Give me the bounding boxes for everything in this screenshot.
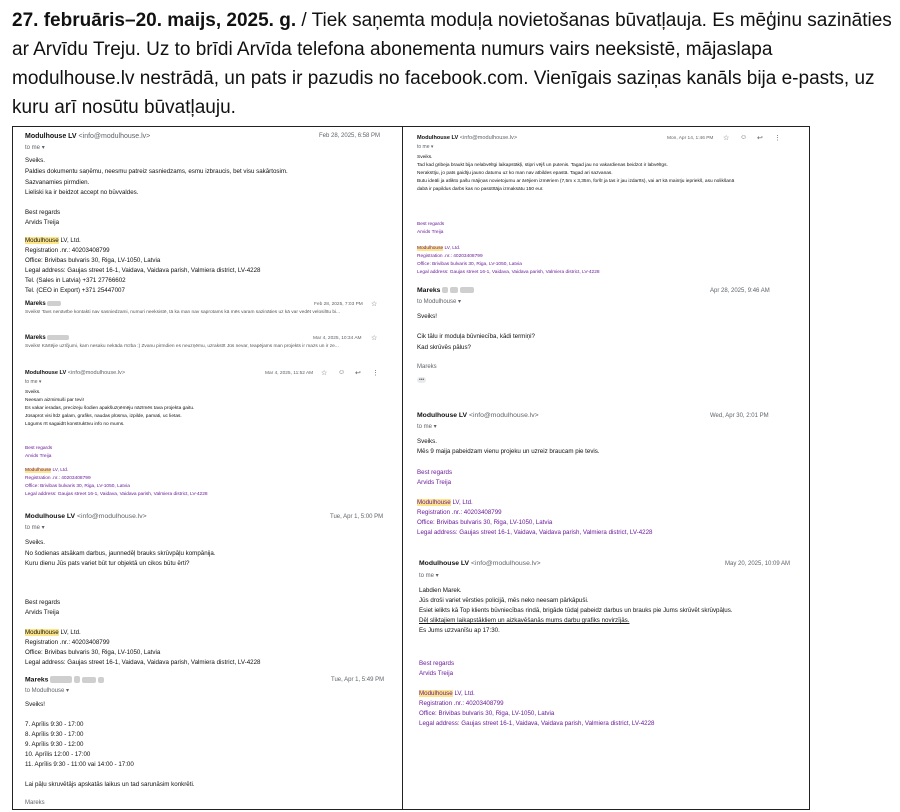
signature-best: Best regards [25,209,61,216]
signature-office: Office: Brivibas bulvaris 30, Riga, LV-1050, Latvia [25,484,130,489]
email-body-line: 9. Aprīlis 9:30 - 12:00 [25,741,84,748]
signature-registration: Registration .nr.: 40203408799 [417,254,483,259]
sender-name[interactable]: Modulhouse LV [417,412,468,419]
email-date: Wed, Apr 30, 2:01 PM [710,413,769,419]
sender-email: <info@modulhouse.lv> [76,513,147,520]
signature-name: Mareks [417,364,437,370]
recipient-dropdown[interactable]: to me ▾ [25,525,45,531]
redacted-surname [47,301,61,306]
recipient-dropdown[interactable]: to me ▾ [25,379,42,385]
signature-registration: Registration .nr.: 40203408799 [25,639,110,646]
star-icon[interactable]: ☆ [723,135,730,142]
intro-text: / Tiek saņemta moduļa novietošanas būvatļauja. Es mēģinu sazināties ar Arvīdu Treju. Uz to brīdi Arvīda telefona abonementa numurs vairs neeksistē, mājaslapa modulhouse.lv nestrādā, un pats ir pazudis no facebook.com. Vienīgais saziņas kanāls bija e-pasts, uz kuru arī nosūtu būvatļauju. [12,10,892,118]
email-snippet: Sveiks! Kārtējie uzīčjumi, kam nesaku nekāda rīcība :) Zvanu pirmdien es neuzņēmu, uzrakstīt Jūs nevar, teapējams man projekts ir mazs un ir ze... [25,344,339,349]
email-column-right [402,127,809,810]
star-icon[interactable]: ☆ [321,370,328,377]
email-body-line: Es vakar ieradas, precizeju šodien apakšuzņēmēju nāzīmēs tava projekta gaitu. [25,406,195,411]
signature-company: Modulhouse LV, Ltd. [25,468,69,473]
email-body-line: dabā ir papildus darbs kas no pasūtītāja izmaksātu 150 eur. [417,187,544,192]
signature-office: Office: Brivibas bulvaris 30, Riga, LV-1050, Latvia [419,710,555,717]
signature-name: Arvids Treija [417,230,444,235]
sender-email: <info@modulhouse.lv> [470,560,541,567]
email-date: Mon, Apr 14, 1:46 PM [667,136,714,141]
email-date: Feb 28, 2025, 7:03 PM [314,302,363,307]
signature-company: Modulhouse LV, Ltd. [25,237,81,244]
redacted-surname [442,287,448,293]
email-date: Apr 28, 2025, 9:46 AM [710,288,770,294]
signature-company: Modulhouse LV, Ltd. [419,690,475,697]
signature-name: Arvids Treija [25,454,52,459]
signature-office: Office: Brivibas bulvaris 30, Riga, LV-1050, Latvia [25,257,161,264]
reply-icon[interactable]: ↩ [355,370,361,377]
email-body-line: Sveiks. [417,438,437,445]
star-icon[interactable]: ☆ [371,301,378,308]
email-body-line: 7. Aprīlis 9:30 - 17:00 [25,721,84,728]
show-trimmed-content-button[interactable]: ••• [419,377,425,383]
signature-name: Mareks [25,800,45,806]
sender-name[interactable]: Modulhouse LV [25,133,77,140]
email-body-line: Sveiks! [25,701,45,708]
sender-name: Mareks [25,301,46,308]
redacted-surname [47,335,69,340]
sender-email: <info@modulhouse.lv> [78,133,151,140]
email-body-line: Sveiks. [25,539,45,546]
star-icon[interactable]: ☆ [371,335,378,342]
email-body-line: Nerakstīju, jo pats gaidīju jauno datumu uz ko man nav atbildes epastā. Tagad ari sazvanas. [417,171,613,176]
sender-email: <info@modulhouse.lv> [459,135,518,141]
sender-name[interactable]: Modulhouse LV [25,513,76,520]
redacted-mark [98,677,104,683]
email-body-line: Jūsaprot visi līdz galam, grafiks, naudas plūsma, izpilde, pamati, uc lietas. [25,414,182,419]
email-body-line: Neesam aizmirsuši par tevi! [25,398,84,403]
more-vert-icon[interactable]: ⋮ [774,135,781,142]
signature-office: Office: Brivibas bulvaris 30, Riga, LV-1050, Latvia [417,262,522,267]
email-date: Mar 4, 2025, 10:34 AM [313,336,362,341]
redacted-surname [50,676,72,683]
signature-tel-ceo: Tel. (CEO in Export) +371 25447007 [25,287,125,294]
signature-company: Modulhouse LV, Ltd. [25,629,81,636]
email-body-line: Kad skrūvēs pālus? [417,344,471,351]
signature-name: Arvids Treija [25,219,60,226]
signature-legal: Legal address: Gaujas street 16-1, Vaidava, Vaidava parish, Valmiera district, LV-4228 [25,659,261,666]
signature-registration: Registration .nr.: 40203408799 [25,247,110,254]
sender-name[interactable]: Mareks [25,676,49,684]
redacted-mark [460,287,474,293]
email-body-line: Tad kad gribeja braukt bija nelabvēlīgi laikapstākļi, stipri vējš un putenis. Tagad jau no vakardienas beidzot ir labvēlīgs. [417,163,668,168]
recipient-dropdown[interactable]: to Modulhouse ▾ [25,688,70,694]
emoji-icon[interactable]: ☺ [338,369,346,376]
signature-best: Best regards [419,660,455,667]
email-body-line: Es Jums uzzvanīšu ap 17:30. [419,627,500,634]
signature-tel-sales: Tel. (Sales in Latvia) +371 27766602 [25,277,126,284]
more-vert-icon[interactable]: ⋮ [372,370,379,377]
email-body-line: Sveiks. [25,390,41,395]
signature-registration: Registration .nr.: 40203408799 [25,476,91,481]
email-column-left [13,127,402,810]
sender-name[interactable]: Modulhouse LV [25,370,67,376]
email-body-line: Lai pāļu skruvētājs apskatās laikus un tad sarunāsim konkrēti. [25,781,195,788]
email-body-line: Esiet ielikts kā Top klients būvniecības rindā, brigāde tūdaļ pabeidz darbus un brauks pie Jums skrūvēt skrūvpāļus. [419,607,733,614]
email-screenshot-frame [12,126,810,810]
signature-legal: Legal address: Gaujas street 16-1, Vaidava, Vaidava parish, Valmiera district, LV-4228 [417,529,653,536]
email-body-line: Dēļ sliktajiem laikapstākliem un aizkavēšanās mums darbu grafiks novirzījās. [419,617,630,624]
email-date: Feb 28, 2025, 6:58 PM [319,133,381,139]
email-snippet: Sveiks! Tavs nenāvībe kontakti nav sasniedzami, numuri neeksistē, tā ka man nav saprotams kā mēs varam sazināties uz kā var vedēt velosilītu bi... [25,310,341,315]
email-body-line: Labdien Marek. [419,587,462,594]
email-body-line: Kuru dienu Jūs pats variet būt tur objektā un cikos būtu ērti? [25,560,190,567]
redacted-mark [74,676,80,683]
recipient-dropdown[interactable]: to me ▾ [419,573,439,579]
chevron-down-icon: ▾ [41,145,45,151]
signature-name: Arvids Treija [25,609,60,616]
signature-company: Modulhouse LV, Ltd. [417,499,473,506]
email-date: Mar 4, 2025, 11:52 AM [265,371,314,376]
email-body-line: Jūs droši variet vērsties policijā, mēs neko neesam pārkāpuši. [419,597,589,604]
email-body-line: No šodienas atsākam darbus, jaunnedēļ brauks skrūvpāļu kompānija. [25,550,216,557]
recipient-dropdown[interactable]: to me ▾ [417,424,437,430]
signature-legal: Legal address: Gaujas street 16-1, Vaidava, Vaidava parish, Valmiera district, LV-4228 [25,267,261,274]
redacted-mark [82,677,96,683]
reply-icon[interactable]: ↩ [757,135,763,142]
email-body-line: Sveiks! [417,313,437,320]
recipient-dropdown[interactable]: to me ▾ [417,144,434,150]
sender-email: <info@modulhouse.lv> [468,412,539,419]
intro-dates: 27. februāris–20. maijs, 2025. g. [12,10,297,31]
signature-best: Best regards [25,599,61,606]
signature-office: Office: Brivibas bulvaris 30, Riga, LV-1050, Latvia [417,519,553,526]
email-body-line: Paldies dokumentu saņēmu, neesmu patreiz sasniedzams, esmu izbraucis, bet visu sakārtosim. [25,168,288,175]
signature-best: Best regards [25,446,53,451]
email-date: Tue, Apr 1, 5:49 PM [331,677,385,683]
signature-name: Arvids Treija [417,479,452,486]
recipient-dropdown[interactable]: to Modulhouse ▾ [417,299,462,305]
signature-best: Best regards [417,469,453,476]
emoji-icon[interactable]: ☺ [740,134,748,141]
email-body-line: Cik tālu ir moduļa būvniecība, kādi termiņi? [417,333,535,340]
email-date: Tue, Apr 1, 5:00 PM [330,514,384,520]
sender-email: <info@modulhouse.lv> [67,370,126,376]
email-body-line: Lieliski ka ir beidzot accept no būvvaldes. [25,189,139,196]
signature-name: Arvids Treija [419,670,454,677]
email-body-line: 8. Aprīlis 9:30 - 17:00 [25,731,84,738]
signature-registration: Registration .nr.: 40203408799 [419,700,504,707]
recipient-dropdown[interactable]: to me ▾ [25,145,45,151]
email-date: May 20, 2025, 10:09 AM [725,561,791,567]
email-body-line: Sveiks. [25,157,45,164]
email-body-line: 10. Aprīlis 12:00 - 17:00 [25,751,91,758]
email-body-line: 11. Aprīlis 9:30 - 11:00 vai 14:00 - 17:00 [25,761,134,768]
signature-best: Best regards [417,222,445,227]
signature-legal: Legal address: Gaujas street 16-1, Vaidava, Vaidava parish, Valmiera district, LV-4228 [417,270,600,275]
email-body-line: Sveiks. [417,155,433,160]
email-body-line: Sazvanamies pirmdien. [25,179,90,186]
signature-company: Modulhouse LV, Ltd. [417,246,461,251]
signature-legal: Legal address: Gaujas street 16-1, Vaidava, Vaidava parish, Valmiera district, LV-4228 [419,720,655,727]
sender-name[interactable]: Modulhouse LV [419,560,470,567]
sender-name[interactable]: Mareks [417,287,441,294]
sender-name: Mareks [25,335,46,342]
email-body-line: Butu ideāli ja atlikto pašu mājiņas novietojumu ar ārējiem izmēriem (7,5m x 3,35m, foršī ja tas ir jau izdarīts), vai arī kā mainīju iepriekš, asu nolikšanā [417,179,735,184]
redacted-mark [450,287,458,293]
signature-registration: Registration .nr.: 40203408799 [417,509,502,516]
email-body-line: Lūgums rīt sagaidīt konstruktīvu info no mums. [25,422,125,427]
email-body-line: Mēs 9 maija pabeidzam vienu projeku un uzreiz braucam pie tevis. [417,448,600,455]
signature-office: Office: Brivibas bulvaris 30, Riga, LV-1050, Latvia [25,649,161,656]
signature-legal: Legal address: Gaujas street 16-1, Vaidava, Vaidava parish, Valmiera district, LV-4228 [25,492,208,497]
sender-name[interactable]: Modulhouse LV [417,135,459,141]
intro-paragraph [12,6,892,122]
